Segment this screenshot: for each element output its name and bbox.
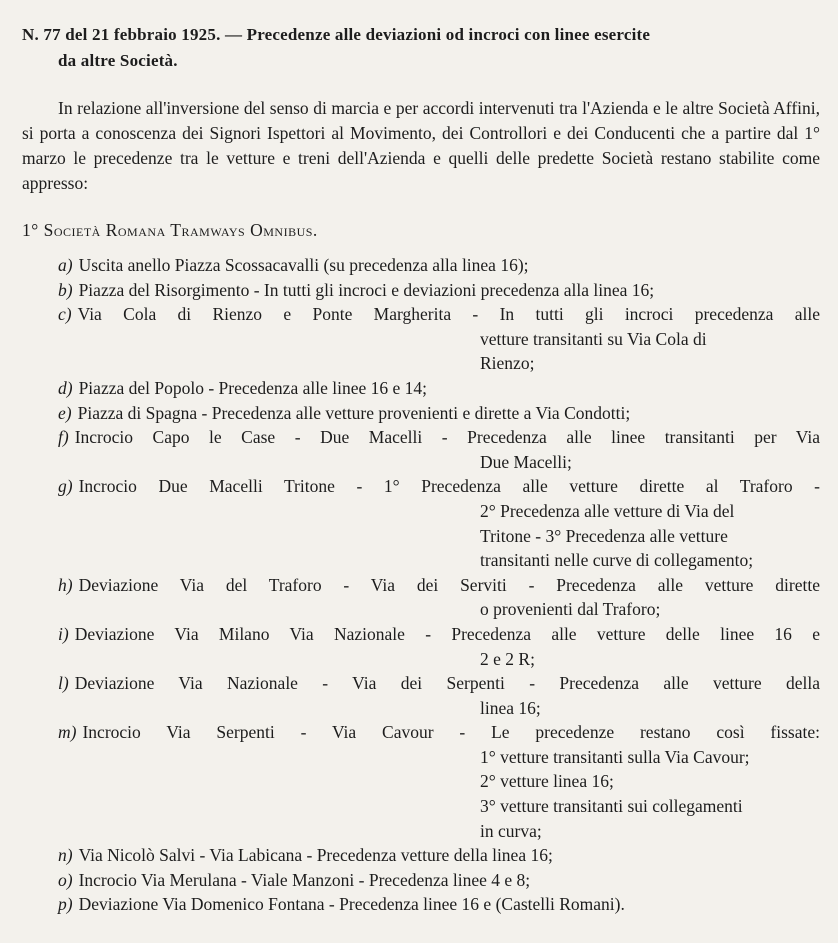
list-item-continuation: vetture transitanti su Via Cola di [480, 328, 707, 349]
intro-text: In relazione all'inversione del senso di marcia e per accordi intervenuti tra l'Azienda e le altre Società Affini, si porta a conoscenza dei Signori Ispettori al Movimento, dei Controllori e dei Conducenti che a partire dal 1° marzo le precedenze tra le vetture e treni dell'Azienda e quelli delle predette Società restano stabilite come appresso: [22, 98, 820, 193]
list-item-lead [58, 376, 820, 401]
list-item-letter: h) [58, 574, 73, 595]
list-item-lead [58, 892, 820, 917]
list-item-continuation: 1° vetture transitanti sulla Via Cavour; [480, 746, 750, 767]
circular-heading [22, 22, 820, 74]
list-item-lead [58, 302, 820, 327]
list-item [58, 843, 820, 868]
list-item-continuation: Due Macelli; [480, 451, 572, 472]
list-item-text: Deviazione Via Domenico Fontana - Precedenza linee 16 e (Castelli Romani). [78, 894, 625, 915]
list-item-letter: b) [58, 279, 73, 300]
list-item-lead [58, 425, 820, 450]
list-item-continuation: o provenienti dal Traforo; [480, 599, 661, 620]
list-item-letter: n) [58, 845, 73, 866]
list-item-continuation: 2° vetture linea 16; [480, 771, 614, 792]
list-item [58, 401, 820, 426]
list-item-letter: p) [58, 894, 73, 915]
list-item-text: Via Cola di Rienzo e Ponte Margherita - In tutti gli incroci precedenza alle [77, 304, 820, 325]
list-item-text: Piazza del Popolo - Precedenza alle linee 16 e 14; [78, 377, 427, 398]
list-item-text: Incrocio Via Serpenti - Via Cavour - Le precedenze restano così fissate: [82, 722, 820, 743]
list-item [58, 302, 820, 376]
list-item-letter: e) [58, 402, 72, 423]
list-item-letter: a) [58, 255, 73, 275]
list-item-letter: m) [58, 722, 77, 743]
list-item [58, 425, 820, 474]
list-item-lead [58, 720, 820, 745]
list-item-text: Piazza di Spagna - Precedenza alle vetture provenienti e dirette a Via Condotti; [77, 402, 631, 423]
list-item-letter: c) [58, 304, 72, 325]
list-item-lead [58, 401, 820, 426]
list-item-text: Piazza del Risorgimento - In tutti gli incroci e deviazioni precedenza alla linea 16; [78, 279, 655, 300]
list-item [58, 573, 820, 622]
list-item-text: Deviazione Via Milano Via Nazionale - Precedenza alle vetture delle linee 16 e [74, 623, 820, 644]
list-item [58, 671, 820, 720]
list-item [58, 376, 820, 401]
list-item-continuation: 2 e 2 R; [480, 648, 535, 669]
society-heading: 1° Società Romana Tramways Omnibus. [22, 220, 318, 240]
list-item-lead [58, 868, 820, 893]
list-item-text: Deviazione Via Nazionale - Via dei Serpenti - Precedenza alle vetture della [74, 673, 820, 694]
list-item-text: Deviazione Via del Traforo - Via dei Serviti - Precedenza alle vetture dirette [78, 574, 820, 595]
list-item-continuation: Tritone - 3° Precedenza alle vetture [480, 525, 728, 546]
list-item-letter: l) [58, 673, 69, 694]
list-item-letter: i) [58, 623, 69, 644]
list-item [58, 278, 820, 303]
list-item-continuation: transitanti nelle curve di collegamento; [480, 550, 754, 571]
list-item-continuation: linea 16; [480, 697, 541, 718]
list-item [58, 892, 820, 917]
list-item-letter: d) [58, 377, 73, 398]
list-item-text: Incrocio Via Merulana - Viale Manzoni - Precedenza linee 4 e 8; [78, 869, 531, 890]
list-item-lead [58, 474, 820, 499]
list-item-text: Via Nicolò Salvi - Via Labicana - Precedenza vetture della linea 16; [78, 845, 553, 866]
list-item-text: Incrocio Capo le Case - Due Macelli - Precedenza alle linee transitanti per Via [74, 427, 820, 448]
list-item-lead [58, 622, 820, 647]
list-item-letter: o) [58, 869, 73, 890]
list-item-lead [58, 253, 820, 278]
heading-line-2: da altre Società. [58, 51, 178, 70]
list-item-lead [58, 671, 820, 696]
list-item-text: Incrocio Due Macelli Tritone - 1° Precedenza alle vetture dirette al Traforo - [78, 476, 820, 497]
list-item-lead [58, 843, 820, 868]
list-item-letter: f) [58, 427, 69, 448]
list-item [58, 868, 820, 893]
list-item-continuation: Rienzo; [480, 353, 535, 374]
list-item [58, 720, 820, 843]
list-item-lead [58, 278, 820, 303]
precedence-list [58, 253, 820, 917]
intro-paragraph [22, 96, 820, 196]
heading-line-1: N. 77 del 21 febbraio 1925. — Precedenze alle deviazioni od incroci con linee esercite [22, 25, 651, 44]
list-item-continuation: in curva; [480, 820, 542, 841]
list-item-continuation: 3° vetture transitanti sui collegamenti [480, 796, 743, 817]
list-item-text: Uscita anello Piazza Scossacavalli (su precedenza alla linea 16); [78, 255, 529, 275]
list-item [58, 253, 820, 278]
list-item-continuation: 2° Precedenza alle vetture di Via del [480, 500, 735, 521]
list-item-lead [58, 573, 820, 598]
list-item [58, 622, 820, 671]
list-item-letter: g) [58, 476, 73, 497]
list-item [58, 474, 820, 572]
